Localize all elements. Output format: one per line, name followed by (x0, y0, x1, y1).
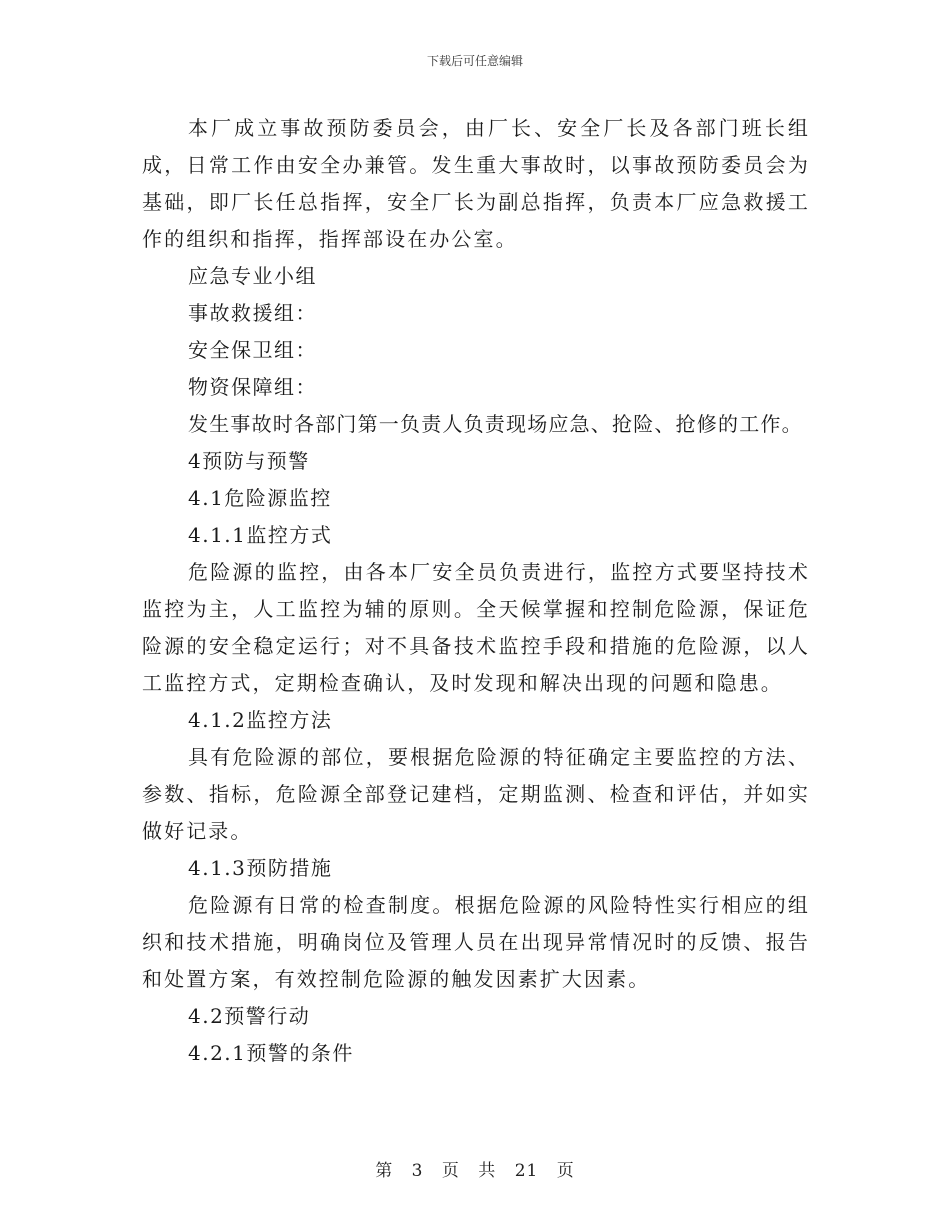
section-heading-4: 4预防与预警 (188, 449, 310, 473)
footer-label-page: 第 (375, 1161, 394, 1181)
section-heading-4-1-2: 4.1.2监控方法 (188, 708, 333, 732)
section-heading-4-1: 4.1危险源监控 (188, 486, 332, 510)
line-supply-group: 物资保障组： (188, 375, 317, 399)
paragraph-monitoring-mode: 危险源的监控，由各本厂安全员负责进行，监控方式要坚持技术监控为主，人工监控为辅的原则。全天候掌握和控制危险源，保证危险源的安全稳定运行；对不具备技术监控手段和措施的危险源，以人工监控方式，定期检查确认，及时发现和解决出现的问题和隐患。 (142, 560, 810, 695)
section-heading-4-2: 4.2预警行动 (188, 1004, 311, 1028)
footer-current-page: 3 (411, 1161, 424, 1181)
paragraph-committee: 本厂成立事故预防委员会，由厂长、安全厂长及各部门班长组成，日常工作由安全办兼管。发生重大事故时，以事故预防委员会为基础，即厂长任总指挥，安全厂长为副总指挥，负责本厂应急救援工作的组织和指挥，指挥部设在办公室。 (142, 116, 810, 251)
section-heading-4-2-1: 4.2.1预警的条件 (188, 1041, 354, 1065)
line-emergency-groups: 应急专业小组 (188, 264, 317, 288)
footer-label-ye-end: 页 (556, 1161, 575, 1181)
line-rescue-group: 事故救援组： (188, 301, 317, 325)
section-heading-4-1-1: 4.1.1监控方式 (188, 523, 333, 547)
page-header: 下载后可任意编辑 (426, 54, 523, 68)
document-body (142, 110, 810, 1072)
paragraph-monitoring-method: 具有危险源的部位，要根据危险源的特征确定主要监控的方法、参数、指标，危险源全部登记建档，定期监测、检查和评估，并如实做好记录。 (142, 745, 810, 843)
footer-label-ye: 页 (441, 1161, 460, 1181)
line-department-heads: 发生事故时各部门第一负责人负责现场应急、抢险、抢修的工作。 (188, 412, 803, 436)
line-security-group: 安全保卫组： (188, 338, 317, 362)
page-footer (0, 1156, 950, 1181)
section-heading-4-1-3: 4.1.3预防措施 (188, 856, 333, 880)
footer-label-total: 共 (478, 1161, 497, 1181)
paragraph-prevention-measures: 危险源有日常的检查制度。根据危险源的风险特性实行相应的组织和技术措施，明确岗位及管理人员在出现异常情况时的反馈、报告和处置方案，有效控制危险源的触发因素扩大因素。 (142, 893, 810, 991)
footer-total-pages: 21 (514, 1161, 539, 1181)
